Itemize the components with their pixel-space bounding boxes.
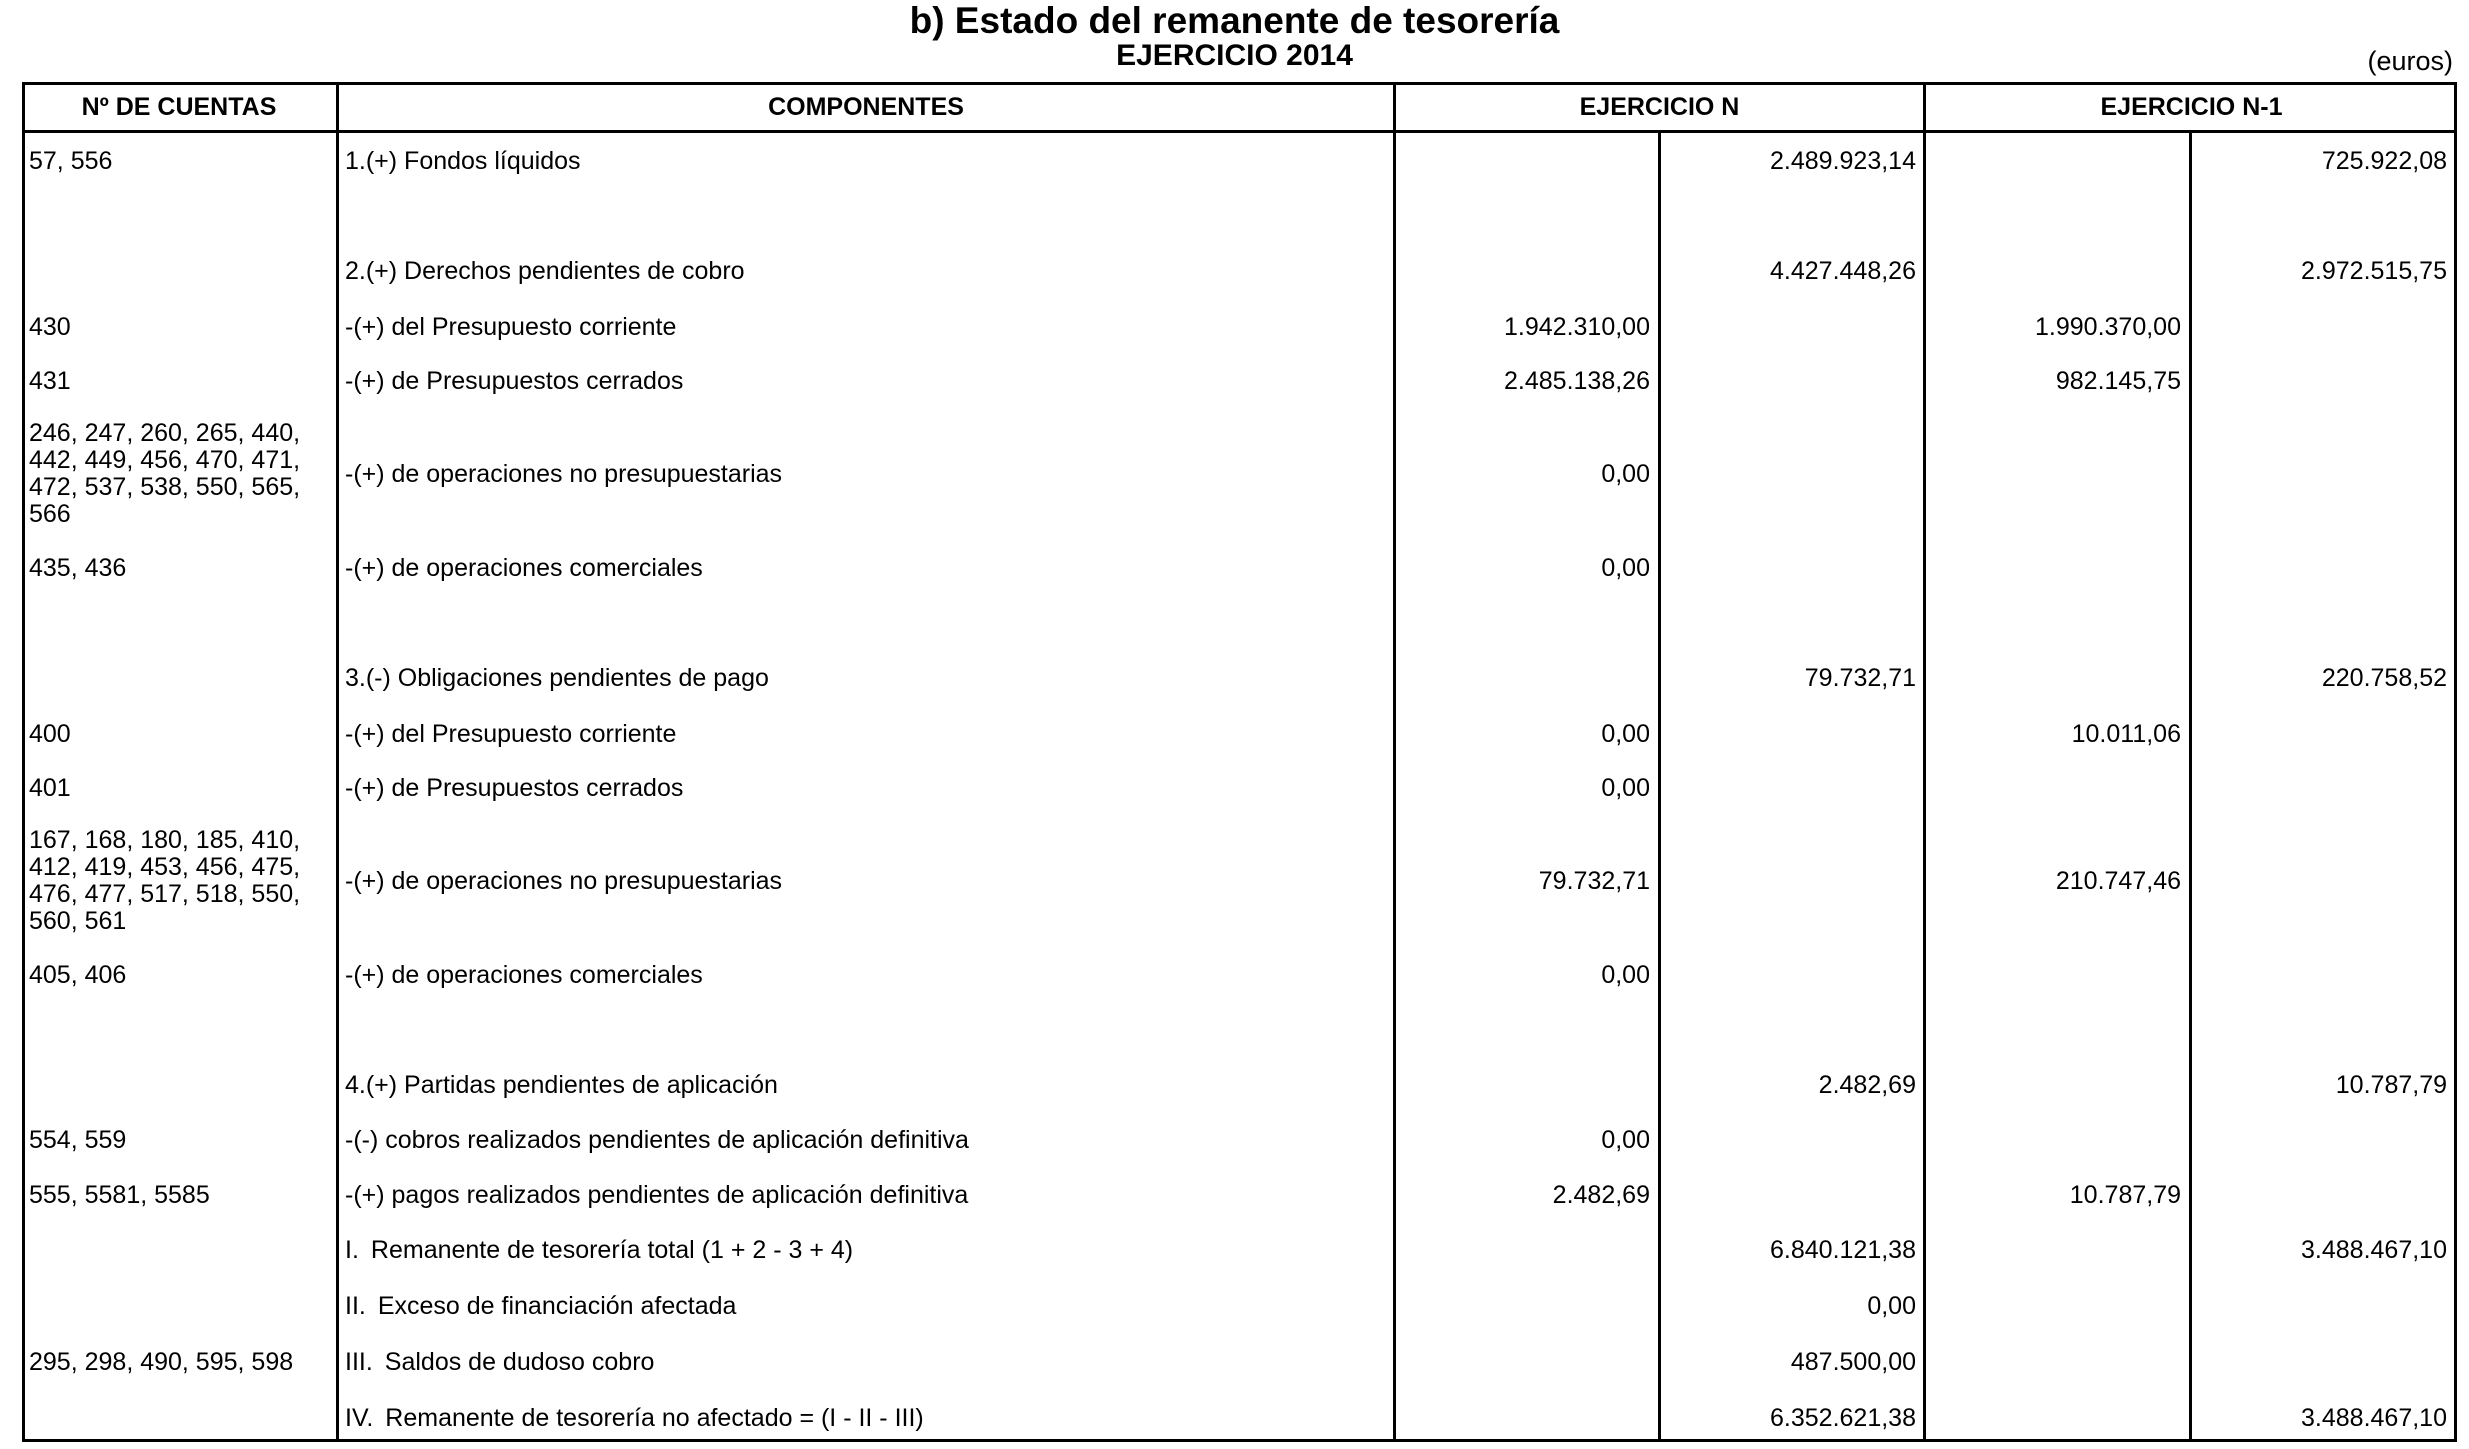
amount-n1-total: 3.488.467,10 (2301, 1404, 2447, 1432)
amount-n-total: 0,00 (1867, 1292, 1916, 1320)
amount-n1-total: 220.758,52 (2321, 664, 2447, 692)
amount-n1-detail: 210.747,46 (2055, 867, 2181, 895)
amount-n-total: 4.427.448,26 (1770, 257, 1916, 285)
account-numbers: 57, 556 (29, 147, 113, 175)
roman-numeral: I. (345, 1236, 359, 1264)
amount-n1-detail: 10.011,06 (2071, 720, 2181, 748)
component-label: -(+) de Presupuestos cerrados (345, 774, 684, 802)
component-label: -(-) cobros realizados pendientes de aplicación definitiva (345, 1126, 969, 1154)
amount-n-total: 6.840.121,38 (1770, 1236, 1916, 1264)
component-label: -(+) de operaciones comerciales (345, 961, 703, 989)
component-label: 1.(+) Fondos líquidos (345, 147, 581, 175)
amount-n-total: 487.500,00 (1790, 1348, 1916, 1376)
column-divider (1658, 130, 1661, 1442)
amount-n1-total: 725.922,08 (2321, 147, 2447, 175)
account-numbers: 400 (29, 720, 71, 748)
amount-n-detail: 0,00 (1601, 1126, 1650, 1154)
currency-unit: (euros) (2367, 46, 2453, 76)
component-text: Remanente de tesorería total (1 + 2 - 3 + 4) (370, 1236, 854, 1264)
roman-numeral: IV. (345, 1404, 374, 1432)
column-divider (1923, 82, 1926, 1442)
component-label: -(+) de Presupuestos cerrados (345, 367, 684, 395)
roman-numeral: III. (345, 1348, 373, 1376)
amount-n-total: 2.489.923,14 (1770, 147, 1916, 175)
amount-n1-total: 10.787,79 (2335, 1071, 2447, 1099)
amount-n-total: 6.352.621,38 (1770, 1404, 1916, 1432)
amount-n-detail: 0,00 (1601, 460, 1650, 488)
component-label: 2.(+) Derechos pendientes de cobro (345, 257, 745, 285)
document-title: b) Estado del remanente de tesorería (909, 0, 1560, 41)
amount-n-detail: 0,00 (1601, 554, 1650, 582)
component-label: 4.(+) Partidas pendientes de aplicación (345, 1071, 778, 1099)
amount-n1-detail: 10.787,79 (2069, 1181, 2181, 1209)
account-numbers: 430 (29, 313, 71, 341)
amount-n1-detail: 982.145,75 (2055, 367, 2181, 395)
amount-n-total: 2.482,69 (1818, 1071, 1916, 1099)
account-numbers: 405, 406 (29, 961, 127, 989)
component-label: -(+) de operaciones no presupuestarias (345, 867, 783, 895)
amount-n-detail: 2.485.138,26 (1504, 367, 1650, 395)
account-numbers: 554, 559 (29, 1126, 127, 1154)
amount-n-detail: 2.482,69 (1552, 1181, 1650, 1209)
component-label (345, 1349, 654, 1376)
column-divider (336, 82, 339, 1442)
component-label: -(+) del Presupuesto corriente (345, 720, 677, 748)
header-components: COMPONENTES (768, 93, 964, 121)
account-numbers: 435, 436 (29, 554, 127, 582)
document-subtitle: EJERCICIO 2014 (1116, 39, 1353, 72)
component-label: 3.(-) Obligaciones pendientes de pago (345, 664, 769, 692)
header-accounts: Nº DE CUENTAS (81, 93, 277, 121)
account-numbers: 295, 298, 490, 595, 598 (29, 1348, 294, 1376)
roman-numeral: II. (345, 1292, 366, 1320)
amount-n1-detail: 1.990.370,00 (2035, 313, 2181, 341)
amount-n-detail: 79.732,71 (1538, 867, 1650, 895)
component-label: -(+) del Presupuesto corriente (345, 313, 677, 341)
component-label: -(+) de operaciones no presupuestarias (345, 460, 783, 488)
component-label: -(+) de operaciones comerciales (345, 554, 703, 582)
component-text: Saldos de dudoso cobro (384, 1348, 655, 1376)
component-label (345, 1293, 736, 1320)
amount-n1-total: 2.972.515,75 (2301, 257, 2447, 285)
component-text: Remanente de tesorería no afectado = (I - II - III) (385, 1404, 924, 1432)
amount-n1-total: 3.488.467,10 (2301, 1236, 2447, 1264)
account-numbers: 431 (29, 367, 71, 395)
amount-n-detail: 0,00 (1601, 720, 1650, 748)
amount-n-detail: 0,00 (1601, 774, 1650, 802)
amount-n-detail: 1.942.310,00 (1504, 313, 1650, 341)
component-label (345, 1237, 853, 1264)
account-numbers: 555, 5581, 5585 (29, 1181, 210, 1209)
component-label: -(+) pagos realizados pendientes de aplicación definitiva (345, 1181, 969, 1209)
amount-n-detail: 0,00 (1601, 961, 1650, 989)
amount-n-total: 79.732,71 (1804, 664, 1916, 692)
column-divider (2189, 130, 2192, 1442)
account-numbers: 246, 247, 260, 265, 440, 442, 449, 456, 470, 471, 472, 537, 538, 550, 565, 566 (29, 419, 301, 528)
component-text: Exceso de financiación afectada (377, 1292, 737, 1320)
header-year-n: EJERCICIO N (1579, 93, 1740, 121)
component-label (345, 1405, 924, 1432)
account-numbers: 167, 168, 180, 185, 410, 412, 419, 453, 456, 475, 476, 477, 517, 518, 550, 560, 561 (29, 826, 301, 935)
account-numbers: 401 (29, 774, 71, 802)
header-year-n1: EJERCICIO N-1 (2100, 93, 2283, 121)
column-divider (1393, 82, 1396, 1442)
